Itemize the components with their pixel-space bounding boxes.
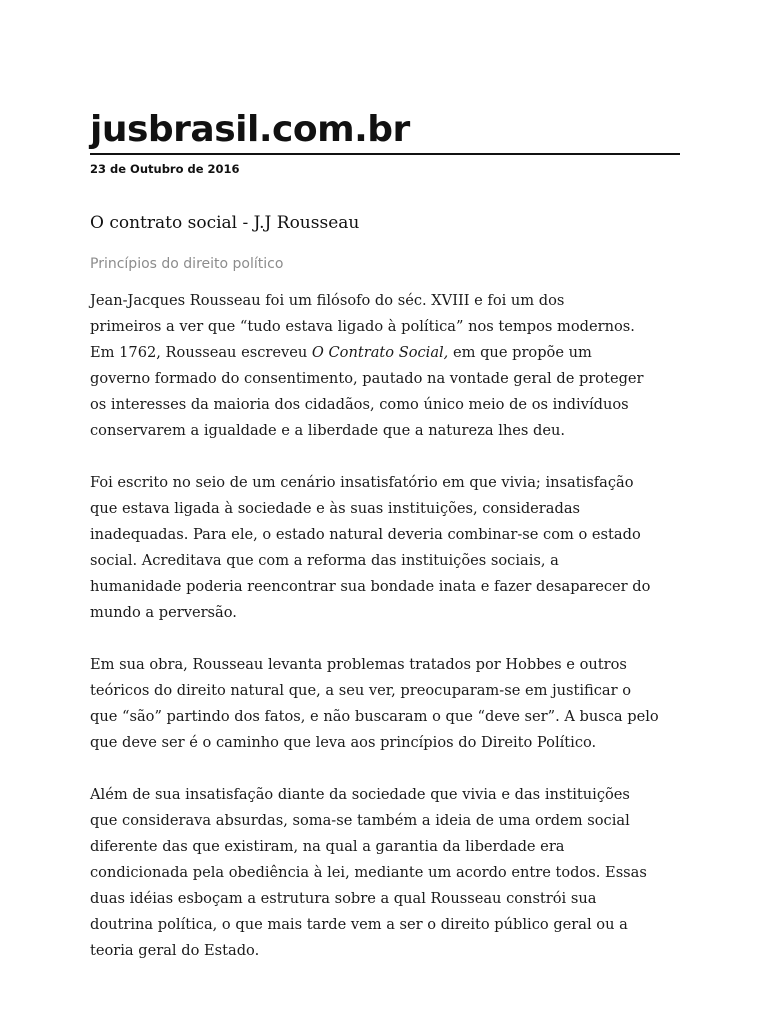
text-line: conservarem a igualdade e a liberdade que a natureza lhes deu.: [90, 422, 566, 439]
text-segment: Em 1762, Rousseau escreveu: [90, 344, 312, 361]
text-line: mundo a perversão.: [90, 604, 237, 621]
text-line: Além de sua insatisfação diante da sociedade que vivia e das instituições: [90, 786, 630, 803]
book-title-italic: O Contrato Social,: [311, 344, 449, 361]
text-line: Foi escrito no seio de um cenário insatisfatório em que vivia; insatisfação: [90, 474, 634, 491]
site-title[interactable]: jusbrasil.com.br: [90, 109, 410, 150]
text-line: que “são” partindo dos fatos, e não buscaram o que “deve ser”. A busca pelo: [90, 708, 659, 725]
text-line: Jean-Jacques Rousseau foi um filósofo do séc. XVIII e foi um dos: [90, 292, 565, 309]
text-line: doutrina política, o que mais tarde vem a ser o direito público geral ou a: [90, 916, 628, 933]
text-line: condicionada pela obediência à lei, mediante um acordo entre todos. Essas: [90, 864, 647, 881]
text-line: Em sua obra, Rousseau levanta problemas tratados por Hobbes e outros: [90, 656, 627, 673]
text-segment: em que propõe um: [448, 344, 592, 361]
text-line: os interesses da maioria dos cidadãos, como único meio de os indivíduos: [90, 396, 629, 413]
paragraph-4: [90, 782, 690, 964]
text-line: governo formado do consentimento, pautado na vontade geral de proteger: [90, 370, 644, 387]
text-line: que considerava absurdas, soma-se também a ideia de uma ordem social: [90, 812, 630, 829]
text-line: [90, 340, 690, 366]
post-date: 23 de Outubro de 2016: [90, 162, 240, 176]
text-line: humanidade poderia reencontrar sua bondade inata e fazer desaparecer do: [90, 578, 651, 595]
text-line: inadequadas. Para ele, o estado natural deveria combinar-se com o estado: [90, 526, 641, 543]
text-line: primeiros a ver que “tudo estava ligado à política” nos tempos modernos.: [90, 318, 635, 335]
text-line: teoria geral do Estado.: [90, 942, 260, 959]
text-line: diferente das que existiram, na qual a garantia da liberdade era: [90, 838, 565, 855]
text-line: duas idéias esboçam a estrutura sobre a qual Rousseau constrói sua: [90, 890, 597, 907]
text-line: social. Acreditava que com a reforma das instituições sociais, a: [90, 552, 559, 569]
text-line: que deve ser é o caminho que leva aos princípios do Direito Político.: [90, 734, 597, 751]
article-title: O contrato social - J.J Rousseau: [90, 213, 360, 233]
text-line: teóricos do direito natural que, a seu ver, preocuparam-se em justificar o: [90, 682, 632, 699]
text-line: que estava ligada à sociedade e às suas instituições, consideradas: [90, 500, 581, 517]
article-subtitle: Princípios do direito político: [90, 256, 284, 272]
paragraph-1: [90, 288, 690, 444]
article-body: [90, 288, 690, 990]
paragraph-2: [90, 470, 690, 626]
paragraph-3: [90, 652, 690, 756]
header-divider: [90, 153, 680, 155]
